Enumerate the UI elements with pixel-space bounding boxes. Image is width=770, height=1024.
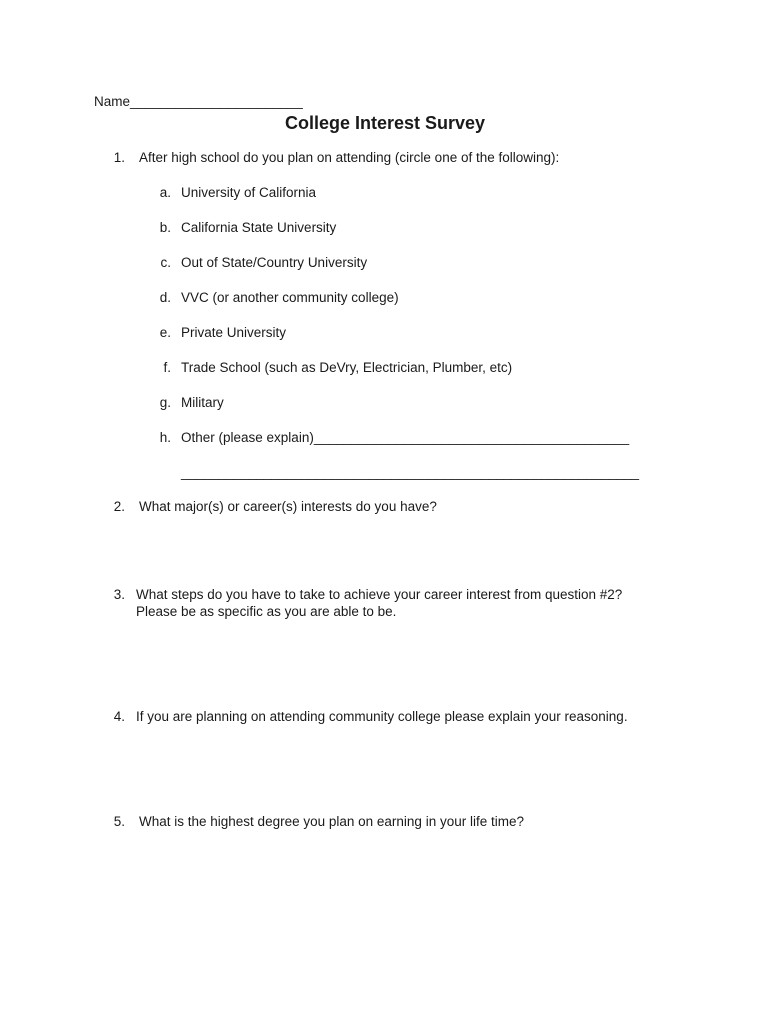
question-text-line2: Please be as specific as you are able to be. — [136, 604, 397, 619]
option-text: Out of State/Country University — [181, 255, 368, 270]
question-number: 4. — [113, 709, 125, 724]
option-text: VVC (or another community college) — [181, 290, 399, 305]
option-text: Private University — [181, 325, 287, 340]
option-letter: c. — [160, 255, 171, 270]
option-letter: e. — [159, 325, 171, 340]
question-text: What is the highest degree you plan on earning in your life time? — [139, 814, 524, 829]
question-number: 2. — [113, 499, 125, 514]
question-text: After high school do you plan on attending (circle one of the following): — [139, 150, 560, 165]
question-text: If you are planning on attending community college please explain your reasoning. — [136, 709, 628, 724]
option-letter: b. — [159, 220, 171, 235]
option-text: Trade School (such as DeVry, Electrician, Plumber, etc) — [181, 360, 513, 375]
option-text: University of California — [181, 185, 317, 200]
option-letter: g. — [159, 395, 171, 410]
option-letter: d. — [159, 290, 171, 305]
option-text[interactable]: Other (please explain)__________________________________________ — [181, 430, 630, 445]
question-text: What steps do you have to take to achieve your career interest from question #2? — [136, 587, 623, 602]
name-field[interactable]: Name_______________________ — [94, 94, 303, 109]
page-title: College Interest Survey — [284, 113, 486, 133]
option-text: Military — [181, 395, 224, 410]
option-letter: h. — [159, 430, 171, 445]
explain-line[interactable]: _____________________________________________________________ — [181, 465, 639, 480]
question-number: 3. — [113, 587, 125, 602]
option-letter: f. — [163, 360, 171, 375]
question-number: 1. — [113, 150, 125, 165]
question-number: 5. — [113, 814, 125, 829]
option-letter: a. — [159, 185, 171, 200]
option-text: California State University — [181, 220, 337, 235]
question-text: What major(s) or career(s) interests do you have? — [139, 499, 437, 514]
